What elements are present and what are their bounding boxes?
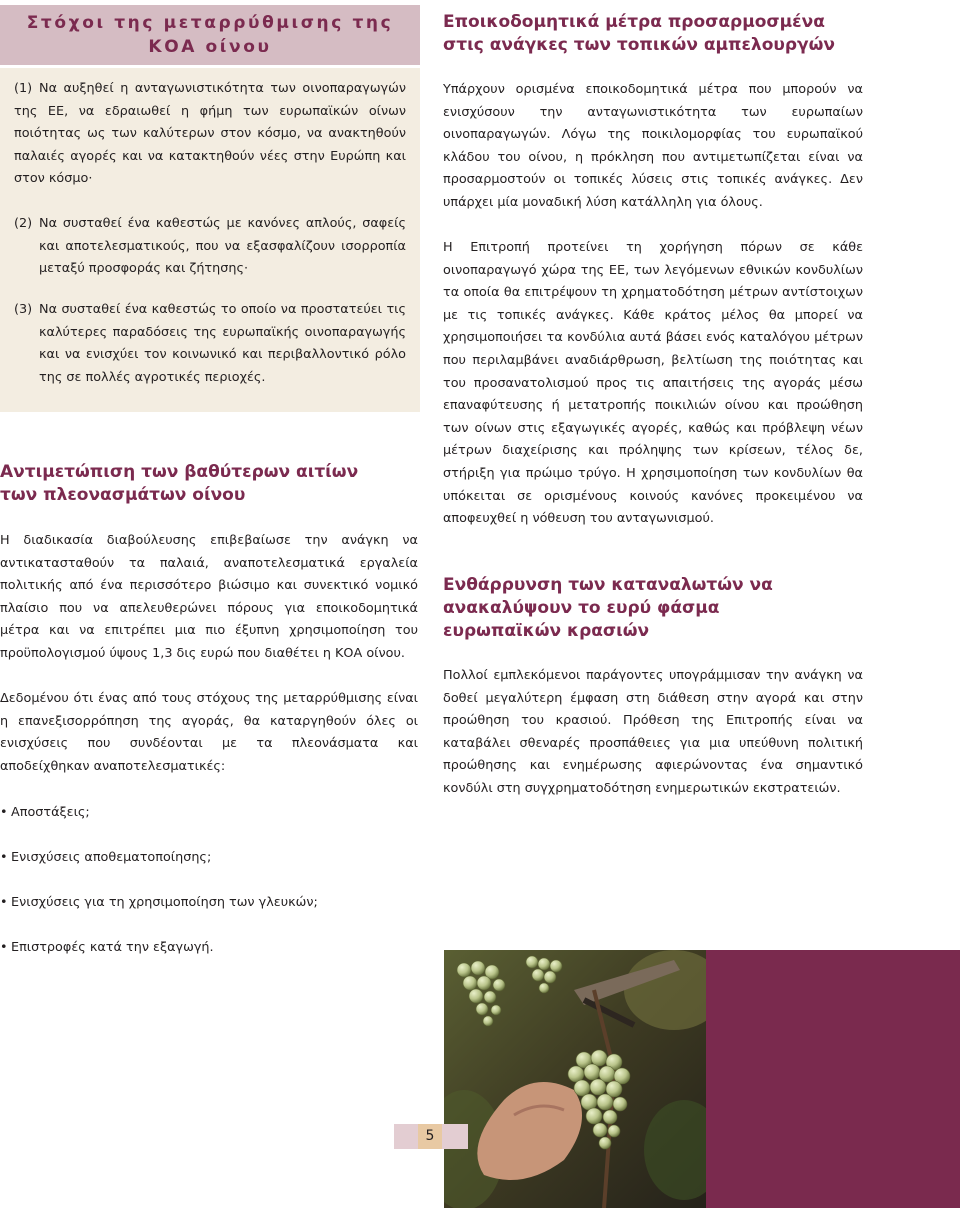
page-tab-left: [394, 1124, 418, 1149]
list-item: [0, 893, 318, 913]
bullet-icon: •: [0, 940, 8, 955]
paragraph-consultation: Η διαδικασία διαβούλευσης επιβεβαίωσε την ανάγκη να αντικατασταθούν τα παλαιά, αναποτελεσματικά εργαλεία πολιτικής από ένα περισσότερο βιώσιμο και συνεκτικό νομικό πλαίσιο που να απελευθερώνει πόρους για εποικοδομητικά μέτρα και να επιτρέπει μια πιο έξυπνη χρησιμοποίηση του προϋπολογισμού ύψους 1,3 δις ευρώ που διαθέτει η ΚΟΑ οίνου.: [0, 533, 418, 661]
purple-accent-block: [706, 950, 960, 1208]
list-item: [0, 938, 214, 958]
goal-number: (1): [14, 81, 33, 96]
paragraph-promotion: Πολλοί εμπλεκόμενοι παράγοντες υπογράμμισαν την ανάγκη να δοθεί μεγαλύτερη έμφαση στη διάθεση στην αγορά και στην προώθηση του κρασιού. Πρόθεση της Επιτροπής είναι να καταβάλει σθεναρές προσπάθειες για μια υπεύθυνη πολιτική προώθησης και ενημέρωσης αφιερώνοντας ένα σημαντικό κονδύλι στη συγχρηματοδότηση ενημερωτικών εκστρατειών.: [443, 668, 863, 796]
list-item-text: Επιστροφές κατά την εξαγωγή.: [11, 940, 214, 955]
goal-text: Να συσταθεί ένα καθεστώς το οποίο να προστατεύει τις καλύτερες παραδόσεις της ευρωπαϊκής οινοπαραγωγής και να ενισχύει τον κοινωνικό και περιβαλλοντικό ρόλο της σε πολλές αγροτικές περιοχές.: [39, 302, 406, 385]
page-number-tab: [394, 1124, 468, 1149]
grapes-photo: [444, 950, 706, 1208]
goal-number: (3): [14, 302, 33, 317]
list-item: [0, 848, 211, 868]
goal-text: Να συσταθεί ένα καθεστώς με κανόνες απλούς, σαφείς και αποτελεσματικούς, που να εξασφαλίζουν ισορροπία μεταξύ προσφοράς και ζήτησης·: [39, 216, 406, 276]
paragraph-abolished-aids: Δεδομένου ότι ένας από τους στόχους της μεταρρύθμισης είναι η επανεξισορρόπηση της αγοράς, θα καταργηθούν όλες οι ενισχύσεις που συνδέονται με τα πλεονάσματα και αποδείχθηκαν αναποτελεσματικές:: [0, 691, 418, 774]
goals-title-line2: ΚΟΑ οίνου: [148, 37, 272, 57]
goal-text: Να αυξηθεί η ανταγωνιστικότητα των οινοπαραγωγών της ΕΕ, να εδραιωθεί η φήμη των ευρωπαϊκών οίνων ποιότητας ως των καλύτερων στον κόσμο, να ανακτηθούν παλαιές αγορές και να κατακτηθούν νέες στην Ευρώπη και στον κόσμο·: [14, 81, 406, 186]
paragraph-measures-intro: Υπάρχουν ορισμένα εποικοδομητικά μέτρα που μπορούν να ενισχύσουν την ανταγωνιστικότητα των ευρωπαίων οινοπαραγωγών. Λόγω της ποικιλομορφίας του ευρωπαϊκού κλάδου του οίνου, η πρόκληση που αντιμετωπίζεται είναι να προσαρμοστούν οι τοπικές λύσεις στις τοπικές ανάγκες. Δεν υπάρχει μία μοναδική λύση κατάλληλη για όλους.: [443, 82, 863, 210]
goal-number: (2): [14, 216, 33, 231]
page-tab-right: [442, 1124, 468, 1149]
goal-item-3: [14, 299, 406, 389]
section-heading-consumers: Ενθάρρυνση των καταναλωτών να ανακαλύψουν το ευρύ φάσμα ευρωπαϊκών κρασιών: [443, 575, 773, 641]
section-heading-constructive-measures: Εποικοδομητικά μέτρα προσαρμοσμένα στις ανάγκες των τοπικών αμπελουργών: [443, 12, 835, 55]
bullet-icon: •: [0, 805, 8, 820]
list-item: [0, 803, 90, 823]
bullet-icon: •: [0, 895, 8, 910]
paragraph-national-envelopes: Η Επιτροπή προτείνει τη χορήγηση πόρων σε κάθε οινοπαραγωγό χώρα της ΕΕ, των λεγόμενων εθνικών κονδυλίων τα οποία θα επιτρέψουν τη χρηματοδότηση μέτρων αντίστοιχων με τις τοπικές ανάγκες. Κάθε κράτος μέλος θα μπορεί να χρησιμοποιήσει τα κονδύλια αυτά βάσει ενός καταλόγου μέτρων που περιλαμβάνει αναδιάρθρωση, βελτίωση της ποιότητας και του προσανατολισμού προς τις απαιτήσεις της αγοράς μέσω επαναφύτευσης ή μετατροπής ποικιλιών οίνου και προώθηση των οίνων στις εξαγωγικές αγορές, καθώς και πρόβλεψη νέων μέτρων διαχείρισης και πρόληψης των κρίσεων, τέλος δε, στήριξη για πρώιμο τρύγο. Η χρησιμοποίηση των κονδυλίων θα υπόκειται σε ορισμένους κοινούς κανόνες προκειμένου να αποφευχθεί η νόθευση του ανταγωνισμού.: [443, 240, 863, 527]
goal-item-2: [14, 213, 406, 281]
goal-item-1: [14, 78, 406, 191]
goals-box: [0, 68, 420, 412]
list-item-text: Ενισχύσεις αποθεματοποίησης;: [11, 850, 212, 865]
goals-title-line1: Στόχοι της μεταρρύθμισης της: [26, 13, 394, 33]
page-number: 5: [425, 1128, 435, 1144]
goals-title: [0, 5, 420, 65]
list-item-text: Αποστάξεις;: [11, 805, 90, 820]
section-heading-surpluses: Αντιμετώπιση των βαθύτερων αιτίων των πλεονασμάτων οίνου: [0, 462, 359, 505]
list-item-text: Ενισχύσεις για τη χρησιμοποίηση των γλευκών;: [11, 895, 318, 910]
bullet-icon: •: [0, 850, 8, 865]
